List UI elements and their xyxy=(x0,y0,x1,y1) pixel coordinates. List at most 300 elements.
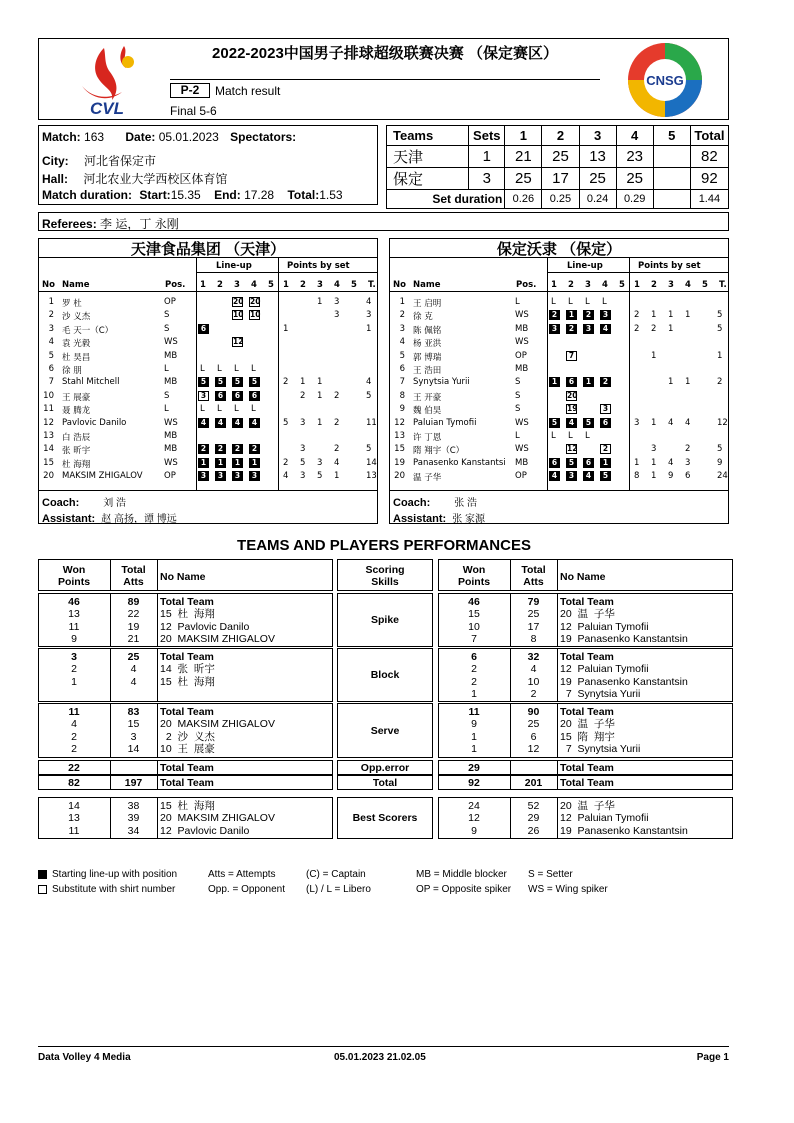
player-name: Pavlovic Danilo xyxy=(62,417,127,428)
player-set-points: 1 xyxy=(651,350,657,361)
legend-op: OP = Opposite spiker xyxy=(416,884,512,895)
score-header-total: Total xyxy=(690,126,728,146)
col-name: Name xyxy=(413,280,441,290)
lineup-start-position: 3 xyxy=(249,471,260,481)
hall-label: Hall: xyxy=(42,172,69,186)
team-b-name: 保定沃隶 （保定） xyxy=(496,241,622,258)
player-set-points: 3 xyxy=(300,471,306,482)
player-number: 15 xyxy=(43,457,54,468)
player-number: 13 xyxy=(43,431,54,441)
lineup-substitute: 3 xyxy=(600,404,611,414)
col-set: 2 xyxy=(217,280,223,290)
player-position: WS xyxy=(515,417,529,428)
phase: Final 5-6 xyxy=(170,104,217,118)
score-set-points xyxy=(653,146,690,168)
team-a-coach-rule xyxy=(38,490,378,491)
lineup-start-position: 6 xyxy=(249,391,260,401)
player-label: Total Team xyxy=(560,706,614,718)
total-time: 1.53 xyxy=(319,188,343,202)
player-name: 白 浩辰 xyxy=(62,433,91,443)
col-points: 3 xyxy=(317,280,323,290)
player-total-points: 1 xyxy=(366,323,372,334)
player-position: S xyxy=(515,404,521,415)
team-b-coach-rule xyxy=(389,490,729,491)
total-atts: 79 xyxy=(527,596,540,608)
player-set-points: 8 xyxy=(634,471,640,482)
team-a-roster xyxy=(38,258,378,492)
lineup-substitute: 20 xyxy=(567,390,578,400)
col-set: 5 xyxy=(268,280,274,290)
performances-title: TEAMS AND PLAYERS PERFORMANCES xyxy=(237,537,531,554)
player-position: S xyxy=(164,323,170,334)
won-points: 29 xyxy=(468,762,480,774)
player-position: MB xyxy=(515,323,529,334)
player-label: 12 Pavlovic Danilo xyxy=(160,824,250,837)
won-points: 2 xyxy=(71,730,77,743)
lineup-start-position: 6 xyxy=(583,458,594,468)
lineup-start-position: 4 xyxy=(583,471,594,481)
player-label: 15 隋 翔宇 xyxy=(560,730,615,743)
header-rule xyxy=(389,291,729,292)
col-set: 1 xyxy=(551,280,557,290)
lineup-substitute: 10 xyxy=(250,310,261,320)
player-row xyxy=(389,309,729,322)
lineup-libero: L xyxy=(251,404,256,415)
player-label: Total Team xyxy=(160,762,214,774)
lineup-start-position: 4 xyxy=(549,471,560,481)
lineup-libero: L xyxy=(200,364,205,374)
player-label: 20 MAKSIM ZHIGALOV xyxy=(160,718,275,731)
player-name: 徐 克 xyxy=(413,312,433,323)
player-row xyxy=(389,443,729,456)
player-name: 罗 杜 xyxy=(62,299,82,309)
total-atts: 39 xyxy=(127,812,140,825)
team-b-roster xyxy=(389,258,729,492)
col-set: 5 xyxy=(619,280,625,290)
column-divider xyxy=(557,797,558,839)
won-points: 11 xyxy=(68,824,80,837)
coach-name: 刘 浩 xyxy=(103,498,127,509)
lineup-start-position: 1 xyxy=(249,458,260,468)
player-set-points: 1 xyxy=(634,457,640,468)
lineup-start-position: 1 xyxy=(600,458,611,468)
player-position: S xyxy=(515,377,521,388)
footer-left: Data Volley 4 Media xyxy=(38,1052,131,1063)
lineup-start-position: 1 xyxy=(566,310,577,320)
column-divider xyxy=(557,593,558,647)
score-sets-won: 3 xyxy=(469,168,505,190)
team-b-coach xyxy=(393,494,477,509)
won-points: 4 xyxy=(71,718,77,731)
player-number: 12 xyxy=(43,417,54,428)
player-name: 杜 昊昌 xyxy=(62,352,91,363)
col-points: 2 xyxy=(651,280,657,290)
column-divider xyxy=(557,775,558,790)
hall-value: 河北农业大学西校区体育馆 xyxy=(83,172,228,186)
col-set: 4 xyxy=(602,280,608,290)
won-points: 15 xyxy=(468,608,480,621)
total-atts: 25 xyxy=(127,651,140,663)
player-set-points: 1 xyxy=(651,471,657,482)
svg-text:CNSG: CNSG xyxy=(646,73,684,88)
player-label: 19 Panasenko Kanstantsin xyxy=(560,675,688,688)
legend-opp: Opp. = Opponent xyxy=(208,884,286,895)
column-divider xyxy=(557,648,558,702)
end-label: End: xyxy=(214,188,241,202)
player-set-points: 1 xyxy=(651,417,657,428)
total-atts: 4 xyxy=(530,663,537,676)
won-points: 2 xyxy=(471,663,477,676)
won-points: 6 xyxy=(471,651,477,663)
player-total-points: 3 xyxy=(366,310,372,321)
no-name-header: No Name xyxy=(560,571,606,583)
player-set-points: 9 xyxy=(668,471,674,482)
player-name: 王 启明 xyxy=(413,299,442,309)
player-label: 20 MAKSIM ZHIGALOV xyxy=(160,633,275,646)
lineup-libero: L xyxy=(568,297,573,307)
player-name: 沙 义杰 xyxy=(62,312,91,323)
player-total-points: 4 xyxy=(366,377,372,388)
player-name: Paluian Tymofii xyxy=(413,417,477,428)
player-label: 14 张 昕宇 xyxy=(160,663,215,676)
col-pos: Pos. xyxy=(516,280,537,290)
coach-label: Coach: xyxy=(393,497,431,509)
player-set-points: 5 xyxy=(317,471,323,482)
player-position: WS xyxy=(164,417,178,428)
player-set-points: 1 xyxy=(317,390,323,401)
svg-text:CVL: CVL xyxy=(90,99,124,118)
lineup-start-position: 6 xyxy=(198,324,209,334)
score-set-points: 21 xyxy=(505,146,542,168)
lineup-libero: L xyxy=(217,404,222,415)
score-total: 82 xyxy=(690,146,728,168)
player-name: 郭 博瑞 xyxy=(413,352,442,363)
player-label: 15 杜 海翔 xyxy=(160,608,215,621)
lineup-start-position: 6 xyxy=(566,377,577,387)
player-label: 19 Panasenko Kanstantsin xyxy=(560,824,688,837)
player-name: Synytsia Yurii xyxy=(413,377,470,388)
total-atts: 32 xyxy=(527,651,540,663)
player-label: 19 Panasenko Kanstantsin xyxy=(560,633,688,646)
player-position: MB xyxy=(164,377,178,388)
player-position: S xyxy=(164,390,170,401)
total-label: Total xyxy=(372,777,398,789)
lineup-start-position: 5 xyxy=(549,418,560,428)
player-row xyxy=(389,376,729,389)
player-set-points: 3 xyxy=(300,417,306,428)
player-position: WS xyxy=(515,337,529,348)
player-label: Total Team xyxy=(160,777,214,789)
lineup-libero: L xyxy=(234,364,239,374)
player-position: OP xyxy=(164,471,176,482)
cvl-logo xyxy=(74,42,140,118)
column-divider xyxy=(157,760,158,775)
lineup-start-position: 5 xyxy=(600,471,611,481)
player-total-points: 4 xyxy=(366,297,372,307)
lineup-libero: L xyxy=(251,364,256,374)
total-atts: 83 xyxy=(127,706,140,718)
match-date: 05.01.2023 xyxy=(158,130,219,144)
player-row xyxy=(38,457,378,470)
won-points: 2 xyxy=(71,743,77,756)
player-set-points: 3 xyxy=(685,457,691,468)
player-total-points: 5 xyxy=(717,444,723,455)
player-number: 6 xyxy=(399,364,405,374)
won-points: 10 xyxy=(468,620,480,633)
player-position: MB xyxy=(164,444,178,455)
legend-libero: (L) / L = Libero xyxy=(306,884,371,895)
lineup-libero: L xyxy=(585,431,590,441)
player-total-points: 11 xyxy=(366,417,377,428)
set-duration: 0.26 xyxy=(505,190,542,209)
lineup-substitute: 7 xyxy=(566,351,577,361)
player-label: 20 MAKSIM ZHIGALOV xyxy=(160,812,275,825)
lineup-start-position: 3 xyxy=(549,324,560,334)
won-points: 22 xyxy=(68,762,80,774)
player-set-points: 1 xyxy=(651,457,657,468)
total-atts: 52 xyxy=(527,800,540,812)
set-duration: 0.24 xyxy=(579,190,616,209)
player-row xyxy=(38,350,378,363)
player-set-points: 5 xyxy=(300,457,306,468)
won-points-header: Won Points xyxy=(57,564,91,588)
player-name: MAKSIM ZHIGALOV xyxy=(62,471,143,482)
player-row xyxy=(389,323,729,336)
player-label: 12 Paluian Tymofii xyxy=(560,663,649,676)
set-duration-row xyxy=(387,190,729,209)
player-name: 张 昕宇 xyxy=(62,446,91,457)
player-label: 15 杜 海翔 xyxy=(160,675,215,688)
lineup-substitute: 2 xyxy=(600,444,611,454)
lineup-substitute: 12 xyxy=(567,444,578,454)
score-header-row xyxy=(387,126,729,146)
legend-mb: MB = Middle blocker xyxy=(416,869,507,880)
lineup-start-position: 1 xyxy=(549,377,560,387)
lineup-start-position: 2 xyxy=(249,444,260,454)
player-name: 徐 朋 xyxy=(62,366,82,376)
lineup-header: Line-up xyxy=(567,261,603,271)
legend-ws: WS = Wing spiker xyxy=(528,884,608,895)
total-atts: 25 xyxy=(527,718,540,731)
duration-row xyxy=(42,188,343,202)
col-points: 1 xyxy=(283,280,289,290)
lineup-start-position: 3 xyxy=(600,310,611,320)
city-value: 河北省保定市 xyxy=(84,154,157,168)
lineup-libero: L xyxy=(234,404,239,415)
score-header-sets: Sets xyxy=(469,126,505,146)
player-number: 15 xyxy=(394,444,405,455)
player-total-points: 24 xyxy=(717,471,728,482)
points-by-set-header: Points by set xyxy=(287,261,350,271)
player-position: WS xyxy=(164,457,178,468)
player-set-points: 3 xyxy=(334,297,340,307)
assistant-name: 张 家源 xyxy=(452,514,485,525)
lineup-start-position: 4 xyxy=(249,418,260,428)
player-total-points: 13 xyxy=(366,471,377,482)
player-set-points: 2 xyxy=(283,377,289,388)
player-row xyxy=(38,470,378,483)
lineup-start-position: 5 xyxy=(583,418,594,428)
total-atts: 89 xyxy=(127,596,140,608)
total-atts: 21 xyxy=(127,633,140,646)
score-set-points: 25 xyxy=(505,168,542,190)
player-row xyxy=(389,350,729,363)
col-points: 5 xyxy=(351,280,357,290)
spectators-label: Spectators: xyxy=(230,130,297,144)
lineup-start-position: 6 xyxy=(215,391,226,401)
points-by-set-header: Points by set xyxy=(638,261,701,271)
coach-label: Coach: xyxy=(42,497,80,509)
player-row xyxy=(38,363,378,376)
hall-row xyxy=(42,170,227,187)
player-set-points: 2 xyxy=(334,417,340,428)
player-set-points: 4 xyxy=(334,457,340,468)
player-number: 11 xyxy=(43,404,54,415)
player-name: 王 开豪 xyxy=(413,392,442,403)
player-set-points: 1 xyxy=(300,377,306,388)
col-points: 5 xyxy=(702,280,708,290)
lineup-start-position: 4 xyxy=(215,418,226,428)
col-pos: Pos. xyxy=(165,280,186,290)
player-set-points: 5 xyxy=(283,417,289,428)
lineup-start-position: 2 xyxy=(583,310,594,320)
player-row xyxy=(389,417,729,430)
total-atts: 12 xyxy=(527,743,540,756)
player-label: 20 温 子华 xyxy=(560,718,615,731)
player-name: 袁 光毅 xyxy=(62,339,91,350)
player-position: L xyxy=(515,431,520,441)
col-points: 1 xyxy=(634,280,640,290)
footer-center: 05.01.2023 21.02.05 xyxy=(334,1052,426,1063)
won-points: 92 xyxy=(468,777,480,789)
lineup-start-position: 5 xyxy=(232,377,243,387)
col-points: 2 xyxy=(300,280,306,290)
score-set-points xyxy=(653,168,690,190)
lineup-start-position: 2 xyxy=(566,324,577,334)
score-table xyxy=(386,125,729,209)
title-rule xyxy=(170,79,600,80)
match-label: Match: xyxy=(42,130,81,144)
player-label: 7 Synytsia Yurii xyxy=(560,688,641,701)
score-header-set2: 2 xyxy=(542,126,579,146)
player-position: MB xyxy=(164,431,178,441)
lineup-start-position: 5 xyxy=(198,377,209,387)
total-atts: 17 xyxy=(527,620,540,633)
score-header-set5: 5 xyxy=(653,126,690,146)
player-set-points: 4 xyxy=(685,417,691,428)
won-points: 24 xyxy=(468,800,480,812)
start-label: Start: xyxy=(139,188,171,202)
player-set-points: 3 xyxy=(651,444,657,455)
player-name: Panasenko Kanstantsi xyxy=(413,457,506,468)
player-set-points: 1 xyxy=(334,471,340,482)
end-time: 17.28 xyxy=(244,188,275,202)
won-points: 11 xyxy=(68,620,80,633)
lineup-start-position: 3 xyxy=(232,471,243,481)
player-set-points: 6 xyxy=(685,471,691,482)
won-points: 3 xyxy=(71,651,77,663)
player-row xyxy=(38,430,378,443)
player-label: 10 王 展豪 xyxy=(160,743,215,756)
lineup-start-position: 4 xyxy=(232,418,243,428)
score-row-baoding xyxy=(387,168,729,190)
lineup-start-position: 1 xyxy=(232,458,243,468)
assistant-label: Assistant: xyxy=(393,513,447,525)
player-position: WS xyxy=(515,444,529,455)
score-header-teams: Teams xyxy=(387,126,469,146)
player-row xyxy=(389,336,729,349)
lineup-start-position: 6 xyxy=(232,391,243,401)
won-points: 1 xyxy=(471,730,477,743)
legend-setter: S = Setter xyxy=(528,869,573,880)
player-set-points: 2 xyxy=(334,390,340,401)
player-total-points: 5 xyxy=(717,323,723,334)
skill-name: Block xyxy=(370,669,400,681)
player-number: 4 xyxy=(399,337,405,348)
player-label: 12 Paluian Tymofii xyxy=(560,812,649,825)
player-number: 2 xyxy=(399,310,405,321)
player-set-points: 1 xyxy=(317,417,323,428)
player-row xyxy=(38,323,378,336)
start-time: 15.35 xyxy=(170,188,201,202)
best-scorers-label: Best Scorers xyxy=(352,812,418,824)
lineup-start-position: 1 xyxy=(215,458,226,468)
player-name: 王 浩田 xyxy=(413,366,442,376)
legend-captain: (C) = Captain xyxy=(306,869,366,880)
player-label: Total Team xyxy=(560,762,614,774)
legend-sub: Substitute with shirt number xyxy=(52,884,176,895)
column-divider xyxy=(557,703,558,758)
player-set-points: 1 xyxy=(668,323,674,334)
lineup-start-position: 4 xyxy=(600,324,611,334)
lineup-start-position: 5 xyxy=(249,377,260,387)
player-row xyxy=(389,457,729,470)
player-total-points: 14 xyxy=(366,457,377,468)
lineup-substitute: 19 xyxy=(567,404,578,414)
score-set-points: 23 xyxy=(616,146,653,168)
col-points: 4 xyxy=(685,280,691,290)
player-label: 12 Paluian Tymofii xyxy=(560,620,649,633)
player-name: 毛 天一（C） xyxy=(62,325,114,336)
player-label: Total Team xyxy=(560,596,614,608)
column-divider xyxy=(157,775,158,790)
player-name: 聂 腾龙 xyxy=(62,406,91,417)
player-set-points: 2 xyxy=(685,444,691,455)
won-points: 9 xyxy=(71,633,77,646)
player-number: 5 xyxy=(399,350,405,361)
lineup-start-position: 1 xyxy=(198,458,209,468)
lineup-start-position: 5 xyxy=(566,458,577,468)
lineup-libero: L xyxy=(568,431,573,441)
assistant-label: Assistant: xyxy=(42,513,96,525)
duration-label: Match duration: xyxy=(42,188,132,202)
total-atts: 19 xyxy=(127,620,140,633)
player-total-points: 5 xyxy=(717,310,723,321)
col-points: T. xyxy=(368,280,376,290)
total-atts: 4 xyxy=(130,663,137,676)
player-row xyxy=(38,403,378,416)
col-set: 4 xyxy=(251,280,257,290)
lineup-start-position: 3 xyxy=(583,324,594,334)
player-number: 1 xyxy=(399,297,405,307)
won-points: 2 xyxy=(471,675,477,688)
column-divider xyxy=(510,760,511,775)
player-name: 陈 佩铭 xyxy=(413,325,442,336)
player-name: 许 丁恩 xyxy=(413,433,442,443)
player-position: L xyxy=(164,364,169,374)
lineup-substitute: 10 xyxy=(233,310,244,320)
score-team-name: 天津 xyxy=(387,146,469,168)
